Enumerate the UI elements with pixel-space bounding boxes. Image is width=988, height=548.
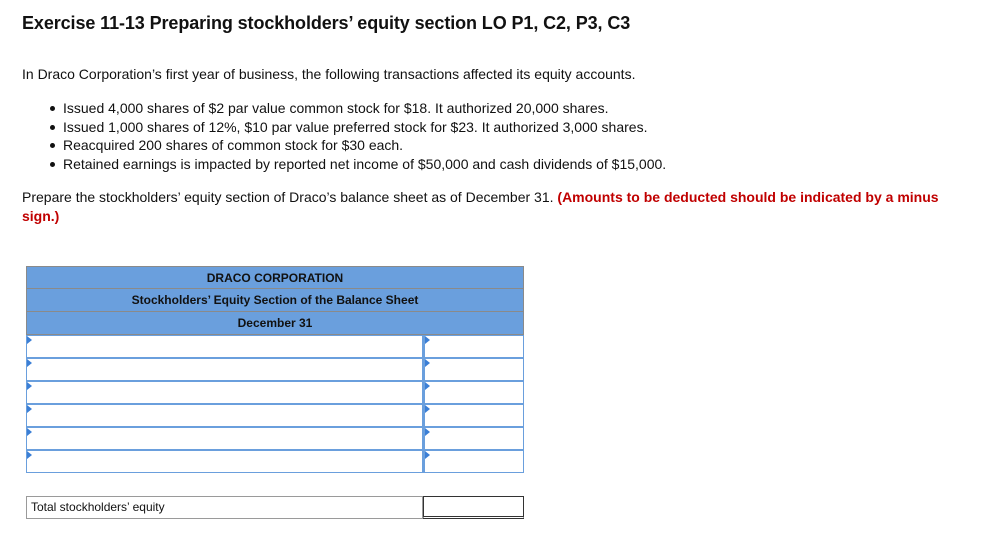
amount-cell[interactable] — [423, 335, 524, 358]
instructions — [22, 188, 972, 225]
transaction-item: Issued 4,000 shares of $2 par value common stock for $18. It authorized 20,000 shares. — [44, 99, 666, 118]
amount-input[interactable] — [425, 336, 523, 357]
amount-input[interactable] — [425, 359, 523, 380]
instructions-text: Prepare the stockholders’ equity section of Draco’s balance sheet as of December 31. — [22, 189, 558, 205]
account-name-cell[interactable] — [26, 427, 423, 450]
account-name-input[interactable] — [27, 428, 422, 449]
total-amount-cell[interactable] — [423, 496, 524, 519]
transaction-item: Retained earnings is impacted by reported net income of $50,000 and cash dividends of $15,000. — [44, 155, 666, 174]
amount-cell[interactable] — [423, 404, 524, 427]
transaction-item: Issued 1,000 shares of 12%, $10 par value preferred stock for $23. It authorized 3,000 shares. — [44, 118, 666, 137]
account-name-input[interactable] — [27, 451, 422, 472]
account-name-input[interactable] — [27, 382, 422, 403]
entry-row — [26, 358, 524, 381]
total-row — [26, 496, 524, 519]
entry-row — [26, 404, 524, 427]
account-name-input[interactable] — [27, 336, 422, 357]
statement-name-header: Stockholders’ Equity Section of the Balance Sheet — [26, 289, 524, 312]
dropdown-marker-icon — [425, 451, 430, 459]
dropdown-marker-icon — [425, 359, 430, 367]
amount-input[interactable] — [425, 451, 523, 472]
account-name-input[interactable] — [27, 405, 422, 426]
dropdown-marker-icon — [27, 428, 32, 436]
transaction-item: Reacquired 200 shares of common stock for $30 each. — [44, 136, 666, 155]
transaction-list — [44, 99, 666, 173]
dropdown-marker-icon — [27, 451, 32, 459]
equity-worksheet — [26, 266, 524, 519]
account-name-cell[interactable] — [26, 358, 423, 381]
statement-date-header: December 31 — [26, 312, 524, 335]
account-name-cell[interactable] — [26, 450, 423, 473]
exercise-title: Exercise 11-13 Preparing stockholders’ equity section LO P1, C2, P3, C3 — [22, 13, 631, 33]
dropdown-marker-icon — [27, 336, 32, 344]
amount-input[interactable] — [425, 382, 523, 403]
dropdown-marker-icon — [27, 382, 32, 390]
account-name-cell[interactable] — [26, 404, 423, 427]
dropdown-marker-icon — [425, 382, 430, 390]
account-name-input[interactable] — [27, 359, 422, 380]
dropdown-marker-icon — [27, 405, 32, 413]
dropdown-marker-icon — [27, 359, 32, 367]
amount-cell[interactable] — [423, 450, 524, 473]
total-label: Total stockholders’ equity — [26, 496, 423, 519]
entry-row — [26, 335, 524, 358]
company-header: DRACO CORPORATION — [26, 266, 524, 289]
amount-cell[interactable] — [423, 358, 524, 381]
amount-cell[interactable] — [423, 427, 524, 450]
entry-row — [26, 381, 524, 404]
amount-input[interactable] — [425, 405, 523, 426]
account-name-cell[interactable] — [26, 335, 423, 358]
entry-row — [26, 450, 524, 473]
entry-row — [26, 427, 524, 450]
amount-input[interactable] — [425, 428, 523, 449]
dropdown-marker-icon — [425, 428, 430, 436]
instructions-note: (Amounts to be deducted should be indicated by a minus sign.) — [22, 189, 939, 224]
intro-text: In Draco Corporation’s first year of business, the following transactions affected its equity accounts. — [22, 66, 636, 82]
account-name-cell[interactable] — [26, 381, 423, 404]
blank-row — [26, 473, 524, 496]
dropdown-marker-icon — [425, 336, 430, 344]
amount-cell[interactable] — [423, 381, 524, 404]
dropdown-marker-icon — [425, 405, 430, 413]
